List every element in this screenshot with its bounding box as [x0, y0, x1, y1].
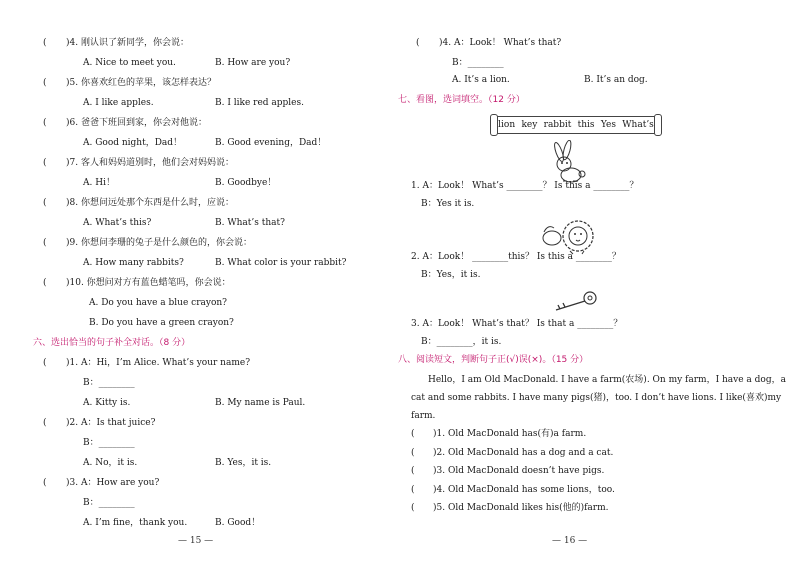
option-b: B. Good！ — [215, 518, 261, 528]
answer-paren[interactable]: ( — [43, 358, 47, 368]
option-a: A. Hi！ — [83, 178, 115, 188]
judge-statement: )5. Old MacDonald likes his(他的)farm. — [433, 503, 609, 513]
judge-statement: )2. Old MacDonald has a dog and a cat. — [433, 448, 614, 458]
option-b: B. How are you? — [215, 58, 291, 68]
dialog-question: )3. A：How are you? — [66, 478, 160, 488]
answer-paren[interactable]: ( — [411, 466, 415, 476]
word-bank-item: rabbit — [543, 120, 572, 130]
fill-line-b: B：Yes，it is. — [421, 270, 481, 280]
dialog-blank: B：________ — [83, 378, 135, 388]
question-text: )4. 刚认识了新同学，你会说： — [66, 38, 189, 48]
passage-line: cat and some rabbits. I have many pigs(猪)，too. I don’t have lions. I like(喜欢)my — [411, 393, 782, 403]
answer-paren[interactable]: ( — [411, 503, 415, 513]
answer-paren[interactable]: ( — [411, 485, 415, 495]
answer-paren[interactable]: ( — [43, 478, 47, 488]
word-bank-item: this — [577, 120, 595, 130]
option-a: A. I like apples. — [83, 98, 154, 108]
answer-paren[interactable]: ( — [43, 238, 47, 248]
option-a: A. I’m fine，thank you. — [83, 518, 188, 528]
rabbit-picture — [545, 140, 591, 184]
option-a: A. Good night，Dad！ — [83, 138, 183, 148]
answer-paren[interactable]: ( — [43, 158, 47, 168]
judge-statement: )3. Old MacDonald doesn’t have pigs. — [433, 466, 605, 476]
section-heading: 六、选出恰当的句子补全对话。（8 分） — [33, 338, 191, 348]
option-a: A. It’s a lion. — [452, 75, 510, 85]
dialog-blank: B：________ — [83, 438, 135, 448]
fill-line-b: B：Yes it is. — [421, 199, 475, 209]
option-a: A. What’s this? — [83, 218, 152, 228]
question-text: )5. 你喜欢红色的苹果，该怎样表达？ — [66, 78, 216, 88]
question-text: )7. 客人和妈妈道别时，他们会对妈妈说： — [66, 158, 234, 168]
section-heading: 七、看图，选词填空。（12 分） — [398, 95, 525, 105]
dialog-blank: B：________ — [452, 58, 504, 68]
word-bank-item: Yes — [600, 120, 616, 130]
answer-paren[interactable]: ( — [416, 38, 420, 48]
key-picture — [550, 290, 598, 312]
question-text: )10. 你想问对方有蓝色蜡笔吗，你会说： — [66, 278, 231, 288]
word-bank-item: lion — [498, 120, 516, 130]
fill-line-a: 1. A：Look！ What’s ________？ Is this a ________？ — [411, 181, 639, 191]
option-a: A. Nice to meet you. — [83, 58, 176, 68]
word-bank — [494, 116, 658, 134]
lion-picture — [540, 214, 598, 256]
option-b: B. What color is your rabbit? — [215, 258, 347, 268]
word-bank-item: What’s — [622, 120, 654, 130]
question-text: )6. 爸爸下班回到家，你会对他说： — [66, 118, 207, 128]
answer-paren[interactable]: ( — [411, 448, 415, 458]
word-bank-item: key — [521, 120, 538, 130]
option-a: A. No，it is. — [83, 458, 138, 468]
answer-paren[interactable]: ( — [43, 418, 47, 428]
fill-line-b: B：________，it is. — [421, 337, 502, 347]
fill-line-a: 3. A：Look！ What’s that？ Is that a ________？ — [411, 319, 623, 329]
dialog-question: )1. A：Hi，I’m Alice. What’s your name? — [66, 358, 251, 368]
option-b: B. My name is Paul. — [215, 398, 306, 408]
option-b: B. Do you have a green crayon? — [89, 318, 234, 328]
judge-statement: )4. Old MacDonald has some lions，too. — [433, 485, 615, 495]
question-text: )8. 你想问远处那个东西是什么时，应说： — [66, 198, 234, 208]
page-number: — 15 — — [178, 536, 214, 546]
dialog-blank: B：________ — [83, 498, 135, 508]
question-text: )9. 你想问李珊的兔子是什么颜色的，你会说： — [66, 238, 252, 248]
option-a: A. Kitty is. — [83, 398, 131, 408]
section-heading: 八、阅读短文，判断句子正(√)误(×)。（15 分） — [398, 355, 589, 365]
option-b: B. What’s that? — [215, 218, 285, 228]
answer-paren[interactable]: ( — [43, 118, 47, 128]
option-a: A. How many rabbits? — [83, 258, 184, 268]
page-number: — 16 — — [552, 536, 588, 546]
option-b: B. Goodbye！ — [215, 178, 277, 188]
option-b: B. Good evening，Dad！ — [215, 138, 327, 148]
option-a: A. Do you have a blue crayon? — [89, 298, 227, 308]
answer-paren[interactable]: ( — [43, 198, 47, 208]
answer-paren[interactable]: ( — [43, 78, 47, 88]
option-b: B. Yes，it is. — [215, 458, 272, 468]
answer-paren[interactable]: ( — [43, 278, 47, 288]
option-b: B. It’s an dog. — [584, 75, 648, 85]
answer-paren[interactable]: ( — [411, 429, 415, 439]
question-text: )4. A：Look！ What’s that? — [439, 38, 562, 48]
passage-line: Hello，I am Old MacDonald. I have a farm(农场). On my farm，I have a dog，a — [428, 375, 786, 385]
fill-line-a: 2. A：Look！ ________this？ Is this a ________？ — [411, 252, 621, 262]
passage-line: farm. — [411, 411, 436, 421]
option-b: B. I like red apples. — [215, 98, 304, 108]
dialog-question: )2. A：Is that juice? — [66, 418, 156, 428]
answer-paren[interactable]: ( — [43, 38, 47, 48]
judge-statement: )1. Old MacDonald has(有)a farm. — [433, 429, 587, 439]
